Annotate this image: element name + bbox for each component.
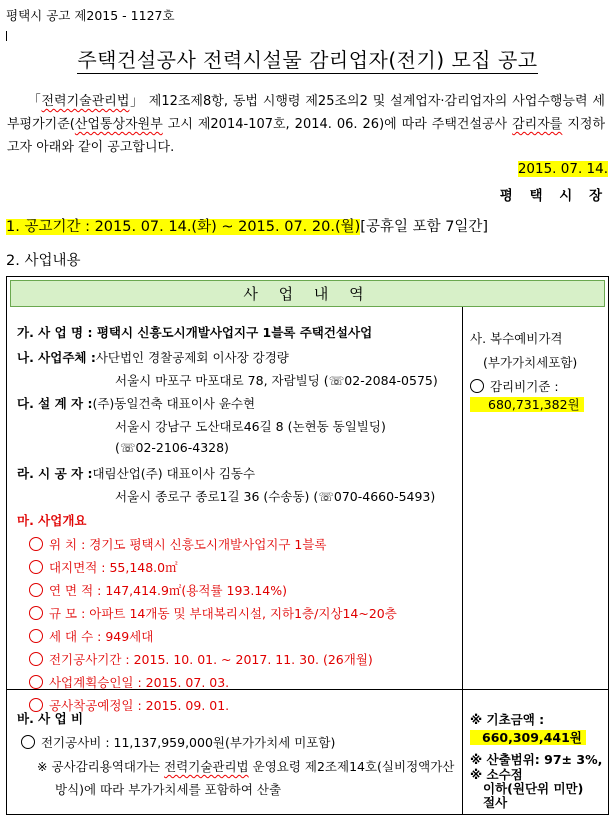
overview-start-date: 공사착공예정일 : 2015. 09. 01. [29, 696, 229, 714]
law-name: 전력기술관리법 [41, 94, 130, 109]
item-da-phone: (☏02-2106-4328) [115, 440, 229, 455]
section-1-period: 1. 공고기간 : 2015. 07. 14.(화) ~ 2015. 07. 20.(월)[공휴일 포함 7일간] [6, 219, 489, 235]
electrical-cost: 전기공사비 : 11,137,959,000원(부가가치세 미포함) [21, 733, 335, 751]
overview-location: 위 치 : 경기도 평택시 신흥도시개발사업지구 1블록 [29, 535, 327, 553]
text-cursor [6, 31, 7, 41]
cost-note: ※ 공사감리용역대가는 전력기술관리법 운영요령 제2조제14호(실비정액가산 [37, 759, 455, 774]
item-da: 다. 설 계 자 :(주)동일건축 대표이사 윤수현 [17, 396, 256, 411]
truncation-note-2: 이하(원단위 미만) [483, 781, 584, 796]
overview-households: 세 대 수 : 949세대 [29, 627, 153, 645]
circle-bullet-icon [29, 652, 43, 666]
item-da-address: 서울시 강남구 도산대로46길 8 (논현동 동일빌딩) [115, 419, 386, 434]
truncation-note: ※ 소수점 [470, 767, 523, 782]
overview-construction-period: 전기공사기간 : 2015. 10. 01. ~ 2017. 11. 30. (26개월) [29, 650, 373, 668]
supervision-basis-value: 680,731,382원 [470, 395, 584, 413]
circle-bullet-icon [29, 583, 43, 597]
base-amount-value: 660,309,441원 [470, 728, 586, 746]
intro-paragraph: 「전력기술관리법」 제12조제8항, 동법 시행령 제25조의2 및 설계업자·감리업자의 사업수행능력 세부평가기준(산업통상자원부 고시 제2014-107호, 2014. 06. 26)에 따라 주택건설공사 감리자를 지정하고자 아래와 같이 공고합니다. [7, 94, 605, 155]
vat-included: (부가가치세포함) [483, 355, 578, 370]
announcement-date: 2015. 07. 14. [517, 161, 608, 177]
box-header: 사 업 내 역 [10, 280, 605, 307]
section-2-heading: 2. 사업내용 [6, 253, 81, 269]
truncation-note-3: 절사 [483, 795, 508, 810]
circle-bullet-icon [21, 735, 35, 749]
business-details-box [6, 276, 609, 815]
document-number: 평택시 공고 제2015 - 1127호 [6, 8, 175, 23]
item-ma-heading: 마. 사업개요 [17, 513, 87, 528]
calculation-range: ※ 산출범위: 97± 3%, [470, 752, 603, 767]
page-title: 주택건설공사 전력시설물 감리업자(전기) 모집 공고 [77, 48, 538, 72]
overview-approval-date: 사업계획승인일 : 2015. 07. 03. [29, 673, 229, 691]
item-na-address: 서울시 마포구 마포대로 78, 자람빌딩 (☏02-2084-0575) [115, 373, 438, 388]
circle-bullet-icon [29, 537, 43, 551]
cost-note-cont: 방식)에 따라 부가가치세를 포함하여 산출 [55, 782, 282, 797]
circle-bullet-icon [29, 675, 43, 689]
supervisor-word: 감리자를 [512, 117, 563, 132]
item-ga: 가. 사 업 명 : 평택시 신흥도시개발사업지구 1블록 주택건설사업 [17, 325, 373, 340]
item-ba-heading: 바. 사 업 비 [17, 711, 84, 726]
item-ra-address: 서울시 종로구 종로1길 36 (수송동) (☏070-4660-5493) [115, 489, 436, 504]
supervision-basis: 감리비기준 : [470, 377, 559, 395]
overview-site-area: 대지면적 : 55,148.0㎡ [29, 558, 178, 576]
item-na: 나. 사업주체 :사단법인 경찰공제회 이사장 강경량 [17, 350, 289, 365]
column-divider [462, 307, 463, 814]
base-amount-label: ※ 기초금액 : [470, 712, 545, 727]
circle-bullet-icon [29, 606, 43, 620]
circle-bullet-icon [29, 560, 43, 574]
item-ra: 라. 시 공 자 :대림산업(주) 대표이사 김동수 [17, 466, 256, 481]
circle-bullet-icon [29, 629, 43, 643]
overview-scale: 규 모 : 아파트 14개동 및 부대복리시설, 지하1층/지상14~20층 [29, 604, 397, 622]
issuer: 평 택 시 장 [499, 188, 608, 204]
overview-floor-area: 연 면 적 : 147,414.9㎡(용적률 193.14%) [29, 581, 287, 599]
multiple-reserve-price: 사. 복수예비가격 [470, 331, 563, 346]
circle-bullet-icon [470, 379, 484, 393]
ministry-name: 산업통상자원부 [74, 117, 163, 132]
